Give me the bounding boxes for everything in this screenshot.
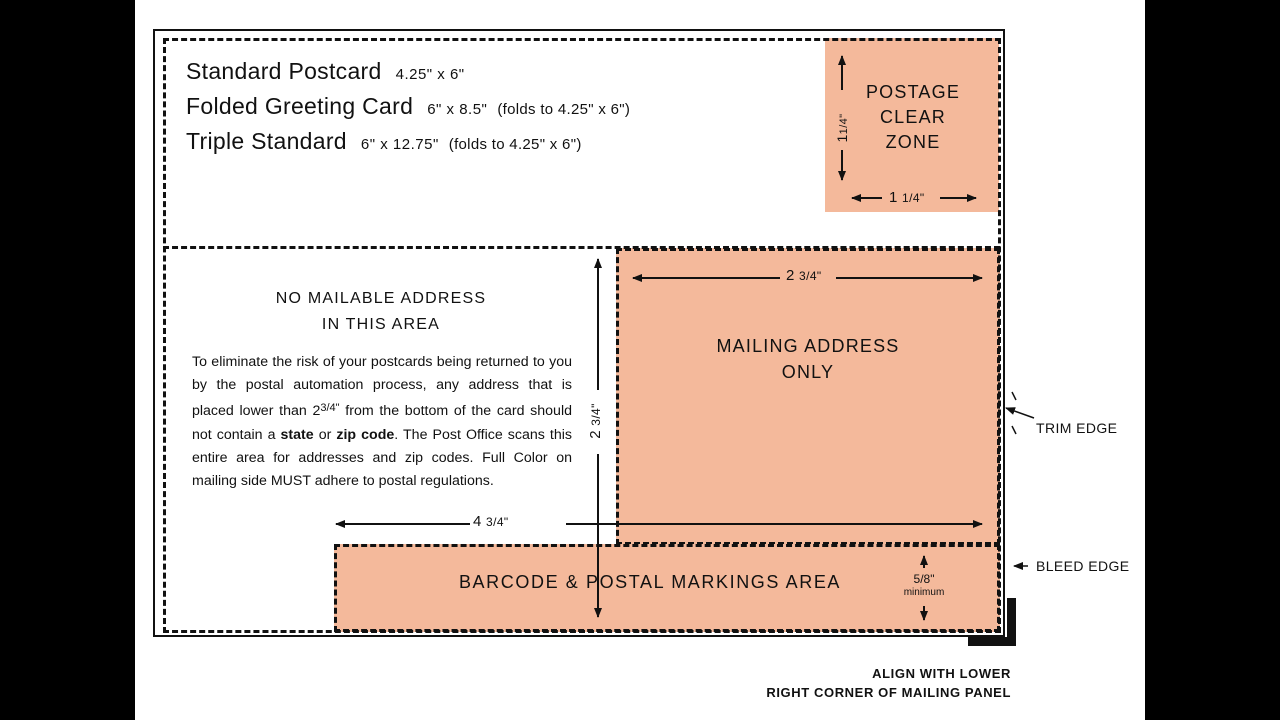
dim-frac: 1/4" [902, 191, 925, 205]
heading-line: IN THIS AREA [321, 316, 441, 333]
format-name: Folded Greeting Card [186, 93, 414, 119]
bleed-edge-label: BLEED EDGE [1036, 558, 1130, 574]
dim-whole: 4 [473, 513, 482, 530]
text-segment: or [313, 426, 337, 443]
heading-line: NO MAILABLE ADDRESS [275, 290, 487, 307]
dim-whole: 2 [786, 267, 795, 284]
text-bold: state [280, 426, 314, 443]
vertical-dim-label [587, 391, 609, 451]
mailing-width-dim [781, 267, 827, 284]
dim-frac: 3/4" [589, 403, 603, 426]
format-note: (folds to 4.25" x 6") [448, 136, 582, 153]
format-name: Triple Standard [186, 128, 347, 154]
align-note [700, 664, 1011, 702]
barcode-area-label: BARCODE & POSTAL MARKINGS AREA [458, 572, 842, 592]
format-size: 6" x 8.5" [427, 101, 488, 118]
dim-whole: 2 [587, 430, 604, 439]
format-size: 6" x 12.75" [360, 136, 439, 153]
dim-whole: 1 [889, 189, 898, 206]
align-line: ALIGN WITH LOWER [872, 666, 1011, 681]
dim-frac: 3/4" [486, 515, 509, 529]
min-value: 5/8" [913, 572, 935, 586]
trim-edge-label: TRIM EDGE [1036, 420, 1118, 436]
text-segment: . The Post Office scans this entire area for addresses and zip codes. Full Color on mailing side MUST adhere to postal regulations. [192, 426, 573, 490]
trim-edge-arrow [1006, 408, 1034, 418]
horizontal-dim-label [473, 513, 509, 530]
postage-line: CLEAR [879, 107, 947, 127]
trim-tick [1012, 426, 1016, 434]
dim-whole: 1 [834, 134, 850, 143]
text-bold: zip code [336, 426, 395, 443]
format-name: Standard Postcard [186, 58, 382, 84]
min-label: minimum [903, 587, 945, 598]
postage-line: ZONE [885, 132, 941, 152]
mailing-line: ONLY [781, 362, 835, 382]
format-note: (folds to 4.25" x 6") [497, 101, 631, 118]
trim-tick [1012, 392, 1016, 400]
dim-frac: 3/4" [799, 269, 822, 283]
text-fraction: 3/4" [320, 402, 340, 415]
mailing-line: MAILING ADDRESS [716, 336, 900, 356]
text-segment: from the bottom of the card should not contain a [192, 403, 572, 443]
format-size: 4.25" x 6" [395, 66, 465, 83]
align-line: RIGHT CORNER OF MAILING PANEL [766, 685, 1011, 700]
dim-frac: 1/4" [838, 113, 850, 135]
postage-line: POSTAGE [865, 82, 961, 102]
text-segment: To eliminate the risk of your postcards being returned to you by the postal automation process, any address that is placed lower than 2 [192, 354, 572, 420]
